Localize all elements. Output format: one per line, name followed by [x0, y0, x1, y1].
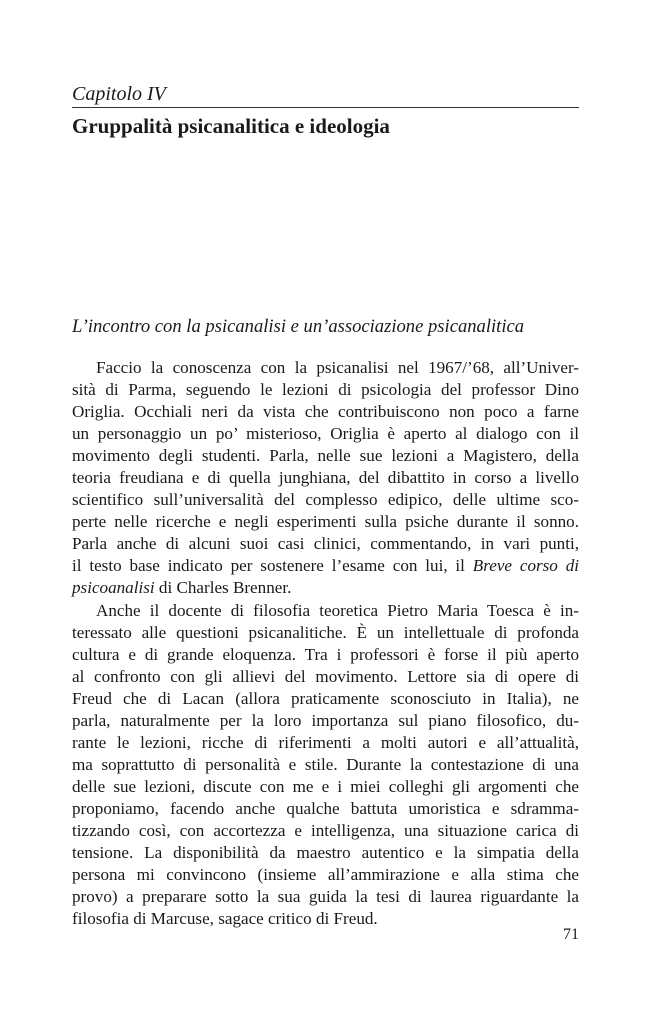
text-line: provo) a preparare sotto la sua guida la tesi di laurea riguardante la — [72, 887, 579, 907]
text-line: un personaggio un po’ misterioso, Origlia è aperto al dialogo con il — [72, 424, 579, 444]
text-line: Faccio la conoscenza con la psicanalisi nel 1967/’68, all’Univer- — [96, 358, 579, 377]
text-line: rante le lezioni, ricche di riferimenti a molti autori e all’attualità, — [72, 732, 579, 752]
text-line: teressato alle questioni psicanalitiche. È un intellettuale di profonda — [72, 622, 579, 642]
text-line: persona mi convincono (insieme all’ammirazione e alla stima che — [72, 865, 579, 885]
text-line — [72, 555, 579, 577]
text-line: Origlia. Occhiali neri da vista che contribuiscono non poco a farne — [72, 402, 579, 422]
text-line — [72, 577, 579, 599]
text-line: Freud che di Lacan (allora praticamente sconosciuto in Italia), ne — [72, 688, 579, 708]
text-line: teoria freudiana e di quella junghiana, del dibattito in corso a livello — [72, 468, 579, 488]
text-line: al confronto con gli allievi del movimento. Lettore sia di opere di — [72, 666, 579, 686]
book-title-continued: psicoanalisi — [72, 578, 155, 598]
paragraph-2 — [72, 600, 579, 931]
text-line: delle sue lezioni, discute con me e i miei colleghi gli argomenti che — [72, 776, 579, 796]
text-line: tizzando così, con accortezza e intelligenza, una situazione carica di — [72, 820, 579, 840]
chapter-divider — [72, 107, 579, 108]
text-line-start: il testo base indicato per sostenere l’esame con lui, il — [72, 556, 473, 576]
text-line: Parla anche di alcuni suoi casi clinici, commentando, in vari punti, — [72, 534, 579, 554]
paragraph-1 — [72, 357, 579, 600]
chapter-label: Capitolo IV — [72, 83, 166, 105]
chapter-title: Gruppalità psicanalitica e ideologia — [72, 114, 390, 138]
text-line: parla, naturalmente per la loro importanza sul piano filosofico, du- — [72, 710, 579, 730]
text-line: filosofia di Marcuse, sagace critico di Freud. — [72, 909, 378, 929]
text-line-end: di Charles Brenner. — [158, 578, 292, 598]
book-page — [72, 0, 579, 1034]
text-line: movimento degli studenti. Parla, nelle sue lezioni a Magistero, della — [72, 446, 579, 466]
text-line: tensione. La disponibilità da maestro autentico e la simpatia della — [72, 843, 579, 863]
body-text — [72, 357, 579, 930]
text-line: Anche il docente di filosofia teoretica Pietro Maria Toesca è in- — [96, 600, 579, 620]
text-line: cultura e di grande eloquenza. Tra i professori è forse il più aperto — [72, 644, 579, 664]
section-title: L’incontro con la psicanalisi e un’associazione psicanalitica — [72, 316, 525, 337]
text-line: sità di Parma, seguendo le lezioni di psicologia del professor Dino — [72, 380, 579, 400]
text-line: ma soprattutto di personalità e stile. Durante la contestazione di una — [72, 754, 579, 774]
text-line: perte nelle ricerche e negli esperimenti sulla psiche durante il sonno. — [72, 512, 579, 532]
page-number: 71 — [563, 926, 579, 943]
text-line: proponiamo, facendo anche qualche battuta umoristica e sdramma- — [72, 798, 579, 818]
book-title: Breve corso di — [472, 556, 579, 576]
text-line: scientifico sull’universalità del complesso edipico, delle ultime sco- — [72, 490, 579, 510]
